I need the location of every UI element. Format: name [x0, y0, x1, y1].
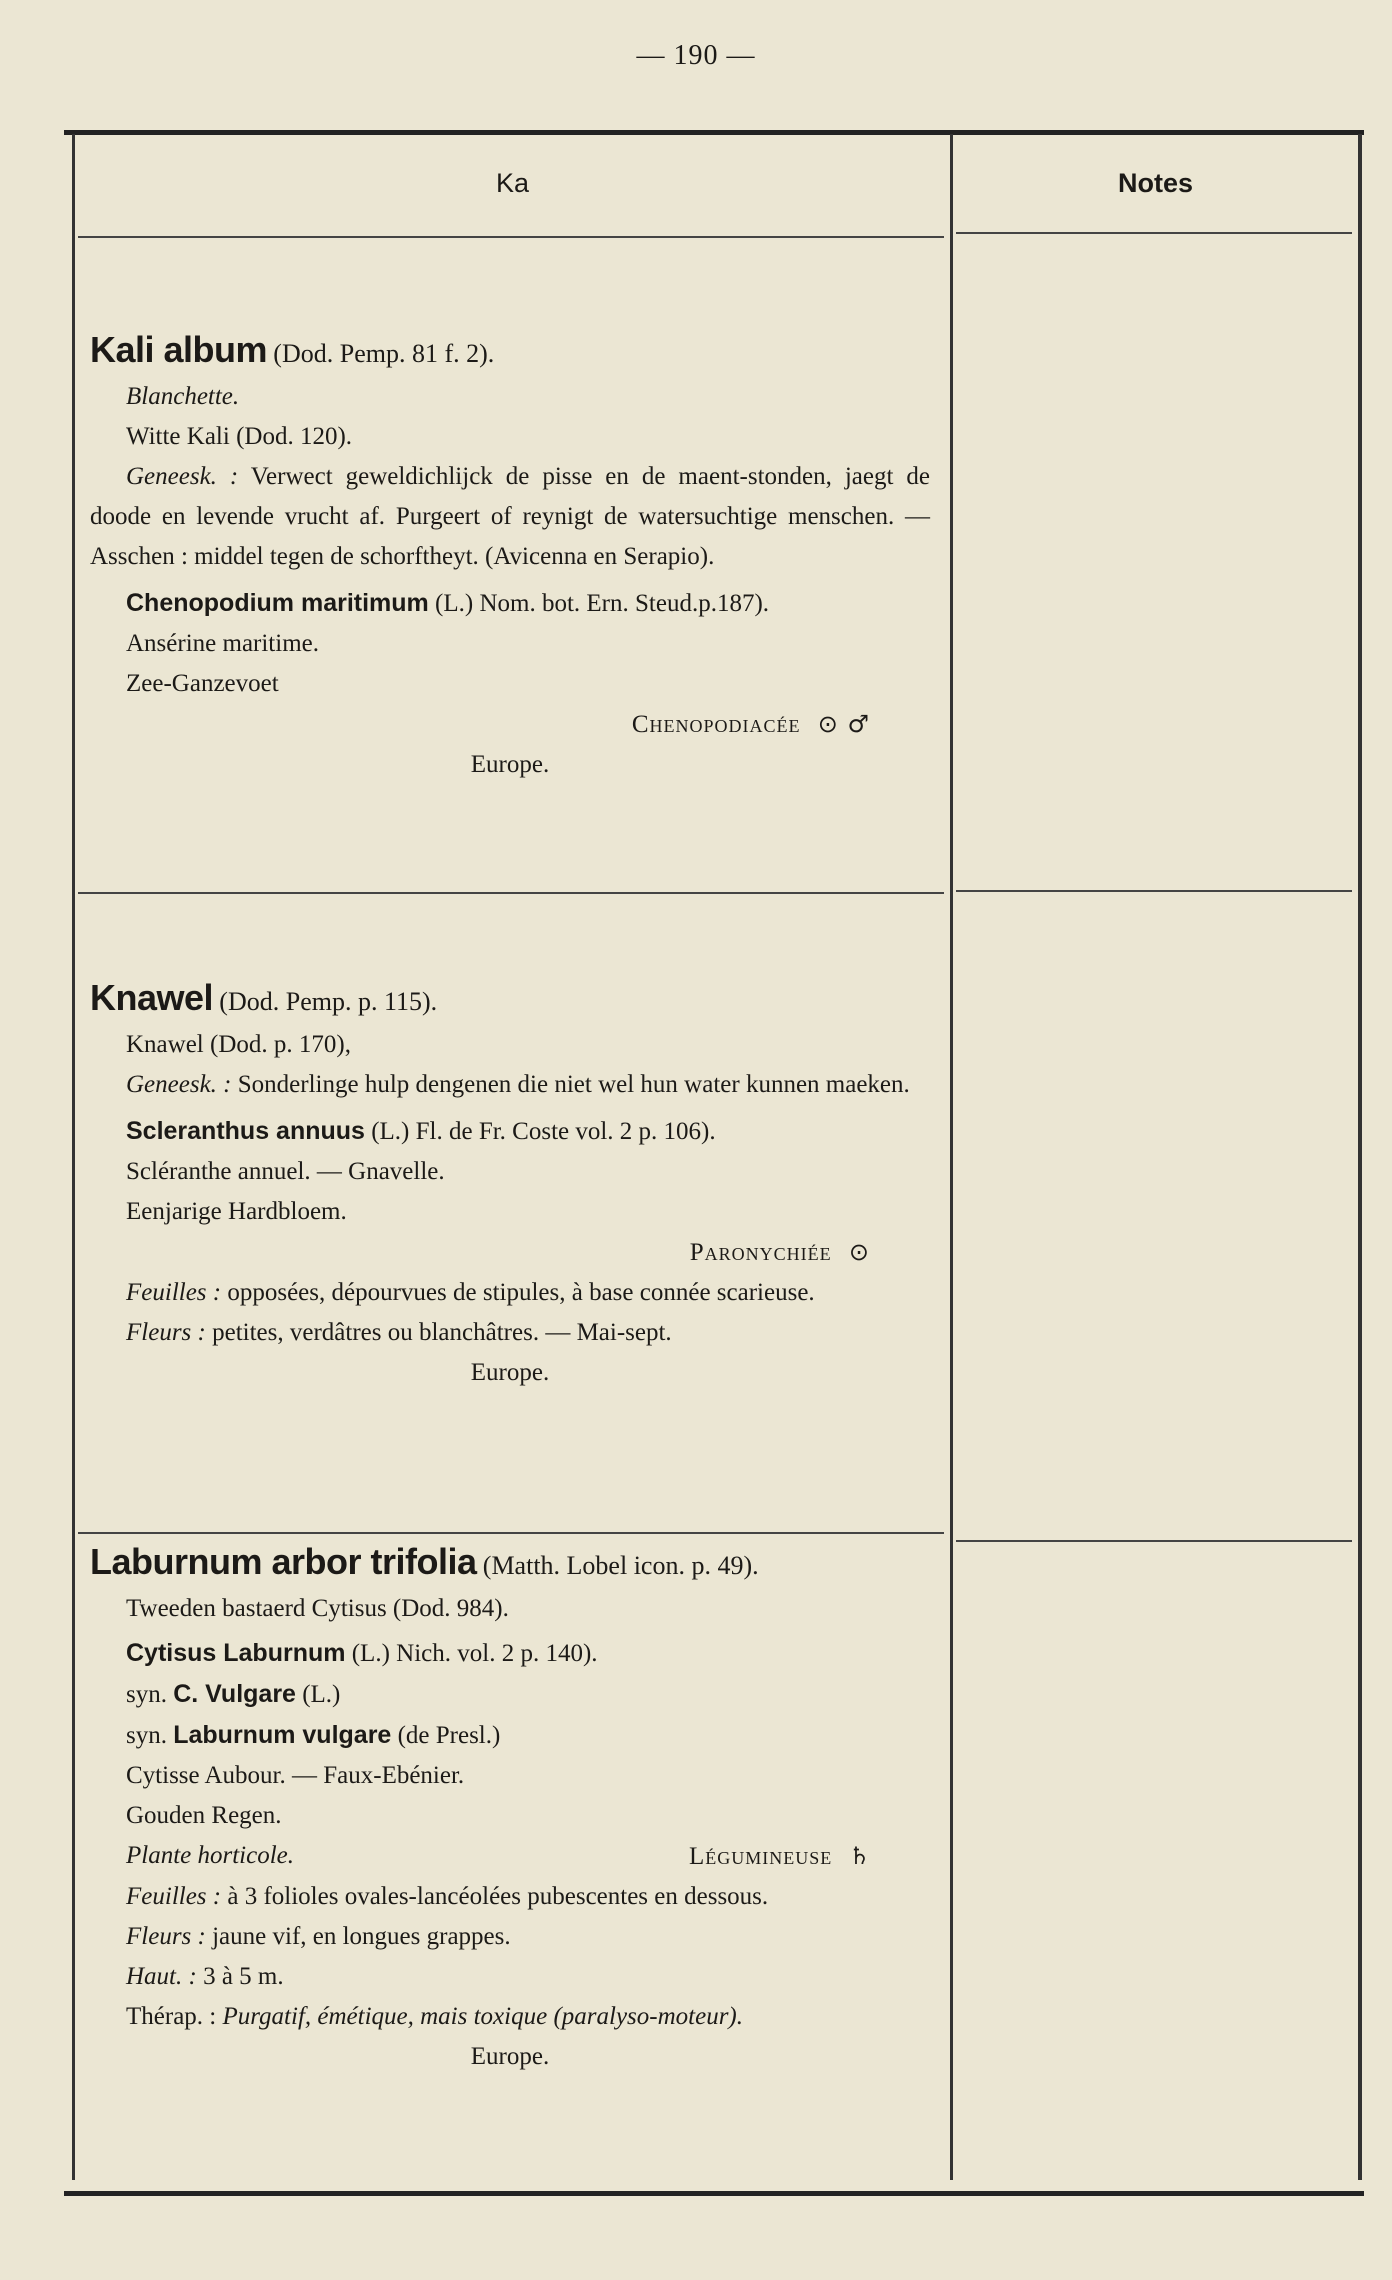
plant-family: Légumineuse — [688, 1843, 833, 1870]
column-header-ka: Ka — [495, 168, 530, 198]
french-name: Blanchette. — [126, 383, 240, 410]
entry-title-reference: (Matth. Lobel icon. p. 49). — [482, 1551, 759, 1580]
geneesk-text: Verwect geweldichlijck de pisse en de maent-stonden, jaegt de doode en levende vrucht af. Purgeert of reynigt de watersuchtige menschen. — Asschen : middel tegen de schorftheyt. (Avicenna en Serapio). — [90, 463, 930, 570]
synonym-reference: (de Presl.) — [397, 1722, 501, 1749]
table-right-border — [1358, 134, 1362, 2180]
height-label: Haut. : — [126, 1963, 197, 1990]
geneesk-label: Geneesk. : — [126, 1071, 232, 1098]
entry-knawel — [90, 978, 930, 1393]
lifecycle-symbols: ⊙ ♂ — [817, 710, 870, 738]
entry-title-reference: (Dod. Pemp. p. 115). — [219, 987, 438, 1016]
entry-divider-right — [956, 890, 1352, 892]
species-name: Cytisus Laburnum — [126, 1639, 346, 1667]
geneesk-paragraph — [90, 457, 930, 577]
species-reference: (L.) Nom. bot. Ern. Steud.p.187). — [435, 590, 770, 617]
synonym-name: C. Vulgare — [173, 1680, 296, 1708]
feuilles-label: Feuilles : — [126, 1279, 222, 1306]
region: Europe. — [470, 2043, 550, 2070]
feuilles-paragraph — [90, 1273, 930, 1313]
region: Europe. — [470, 1359, 550, 1386]
plant-family: Paronychiée — [689, 1239, 832, 1266]
header-divider-left — [78, 236, 944, 238]
region: Europe. — [470, 751, 550, 778]
feuilles-label: Feuilles : — [126, 1883, 222, 1910]
plant-family: Chenopodiacée — [631, 711, 801, 738]
species-name: Chenopodium maritimum — [126, 589, 429, 617]
species-reference: (L.) Fl. de Fr. Coste vol. 2 p. 106). — [371, 1118, 716, 1145]
lifecycle-symbols: ⊙ — [848, 1238, 870, 1266]
column-divider — [950, 134, 953, 2180]
lifecycle-symbols: ♄ — [848, 1842, 870, 1870]
therapy-label: Thérap. : — [126, 2003, 217, 2030]
species-reference: (L.) Nich. vol. 2 p. 140). — [351, 1640, 598, 1667]
feuilles-text: opposées, dépourvues de stipules, à base connée scarieuse. — [227, 1279, 815, 1306]
entry-title-reference: (Dod. Pemp. 81 f. 2). — [273, 339, 495, 368]
french-common-name: Ansérine maritime. — [126, 630, 319, 657]
entry-divider-right — [956, 1540, 1352, 1542]
entry-title: Knawel — [90, 977, 214, 1018]
column-header-notes: Notes — [1117, 168, 1193, 198]
height-text: 3 à 5 m. — [203, 1963, 284, 1990]
therapy-paragraph — [90, 1997, 930, 2037]
entry-divider-left — [78, 1532, 944, 1534]
geneesk-label: Geneesk. : — [126, 463, 239, 490]
entry-title: Laburnum arbor trifolia — [90, 1541, 477, 1582]
french-common-name: Scléranthe annuel. — Gnavelle. — [126, 1158, 445, 1185]
synonym-prefix: syn. — [126, 1722, 167, 1749]
french-common-name: Cytisse Aubour. — Faux-Ebénier. — [126, 1762, 465, 1789]
entry-title: Kali album — [90, 329, 268, 370]
species-name: Scleranthus annuus — [126, 1117, 365, 1145]
synonym-reference: (L.) — [302, 1681, 341, 1708]
fleurs-text: petites, verdâtres ou blanchâtres. — Mai-sept. — [212, 1319, 672, 1346]
entry-kali-album — [90, 330, 930, 785]
geneesk-text: Sonderlinge hulp dengenen die niet wel hun water kunnen maeken. — [237, 1071, 910, 1098]
header-divider-right — [956, 232, 1352, 234]
dutch-common-name: Zee-Ganzevoet — [126, 670, 279, 697]
feuilles-paragraph — [90, 1877, 930, 1917]
therapy-text: Purgatif, émétique, mais toxique (paralyso-moteur). — [222, 2003, 743, 2030]
dutch-common-name: Eenjarige Hardbloem. — [126, 1198, 347, 1225]
dutch-reference: Witte Kali (Dod. 120). — [126, 423, 353, 450]
fleurs-label: Fleurs : — [126, 1923, 206, 1950]
fleurs-label: Fleurs : — [126, 1319, 206, 1346]
feuilles-text: à 3 folioles ovales-lancéolées pubescentes en dessous. — [227, 1883, 769, 1910]
dutch-reference: Knawel (Dod. p. 170), — [126, 1031, 351, 1058]
dutch-reference: Tweeden bastaerd Cytisus (Dod. 984). — [126, 1595, 509, 1622]
synonym-prefix: syn. — [126, 1681, 167, 1708]
table-left-border — [72, 134, 75, 2180]
entry-laburnum — [90, 1542, 930, 2077]
fleurs-text: jaune vif, en longues grappes. — [212, 1923, 511, 1950]
dutch-common-name: Gouden Regen. — [126, 1802, 282, 1829]
entry-divider-left — [78, 892, 944, 894]
geneesk-paragraph — [90, 1065, 930, 1105]
cultivation-note: Plante horticole. — [126, 1842, 295, 1869]
page-number: — 190 — — [636, 40, 756, 71]
synonym-name: Laburnum vulgare — [173, 1721, 392, 1749]
